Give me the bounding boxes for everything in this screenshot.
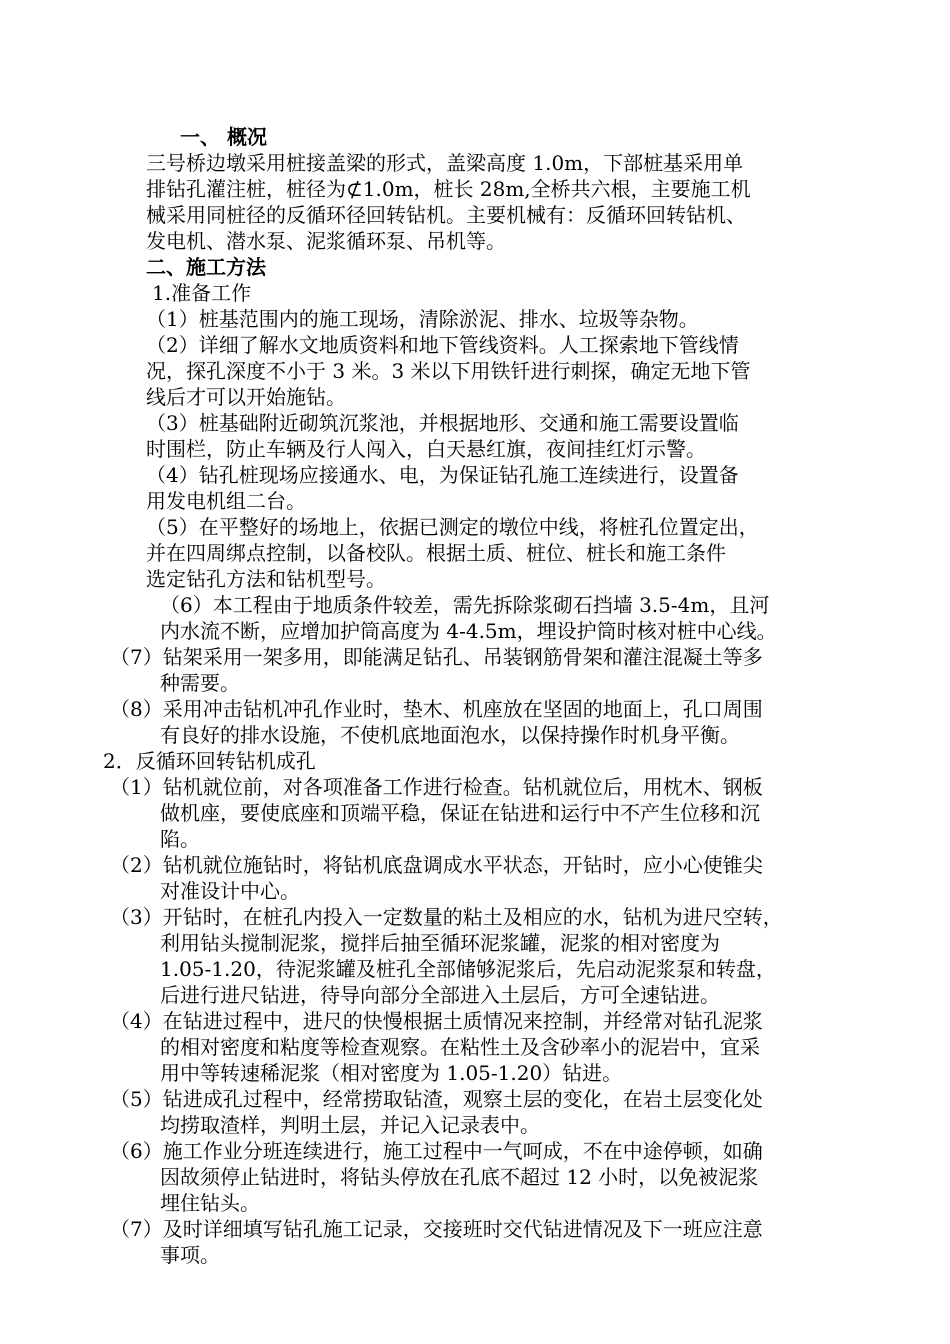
list-item-line: （4）在钻进过程中，进尺的快慢根据土质情况来控制，并经常对钻孔泥浆 bbox=[110, 1009, 763, 1033]
list-item-line: （7）钻架采用一架多用，即能满足钻孔、吊装钢筋骨架和灌注混凝土等多 bbox=[110, 645, 763, 669]
list-item-line: 用中等转速稀泥浆（相对密度为 1.05-1.20）钻进。 bbox=[160, 1061, 623, 1085]
list-item-line: （5）在平整好的场地上，依据已测定的墩位中线，将桩孔位置定出， bbox=[146, 515, 759, 539]
list-item-line: 并在四周绑点控制，以备校队。根据土质、桩位、桩长和施工条件 bbox=[146, 541, 726, 565]
subsection-title-preparation: 1.准备工作 bbox=[152, 281, 252, 305]
list-item-line: （3）开钻时，在桩孔内投入一定数量的粘土及相应的水，钻机为进尺空转， bbox=[110, 905, 783, 929]
paragraph-line: 械采用同桩径的反循环径回转钻机。主要机械有：反循环回转钻机、 bbox=[146, 203, 746, 227]
list-item-line: 1.05-1.20，待泥浆罐及桩孔全部储够泥浆后，先启动泥浆泵和转盘， bbox=[160, 957, 776, 981]
list-item-line: 对准设计中心。 bbox=[160, 879, 300, 903]
subsection-title-reverse-circulation: 2．反循环回转钻机成孔 bbox=[103, 749, 316, 773]
list-item-line: 内水流不断，应增加护筒高度为 4-4.5m，埋设护筒时核对桩中心线。 bbox=[160, 619, 777, 643]
section-heading-methods: 二、施工方法 bbox=[146, 255, 266, 279]
list-item-line: （5）钻进成孔过程中，经常捞取钻渣，观察土层的变化，在岩土层变化处 bbox=[110, 1087, 763, 1111]
list-item-line: 种需要。 bbox=[160, 671, 240, 695]
list-item-line: 陷。 bbox=[160, 827, 200, 851]
list-item-line: 时围栏，防止车辆及行人闯入，白天悬红旗，夜间挂红灯示警。 bbox=[146, 437, 706, 461]
list-item-line: （1）钻机就位前，对各项准备工作进行检查。钻机就位后，用枕木、钢板 bbox=[110, 775, 763, 799]
list-item-line: （6）施工作业分班连续进行，施工过程中一气呵成，不在中途停顿，如确 bbox=[110, 1139, 763, 1163]
list-item-line: （6）本工程由于地质条件较差，需先拆除浆砌石挡墙 3.5-4m，且河 bbox=[160, 593, 770, 617]
list-item-line: 用发电机组二台。 bbox=[146, 489, 306, 513]
paragraph-line: 发电机、潜水泵、泥浆循环泵、吊机等。 bbox=[146, 229, 506, 253]
list-item-line: 线后才可以开始施钻。 bbox=[146, 385, 346, 409]
paragraph-line: 三号桥边墩采用桩接盖梁的形式，盖梁高度 1.0m，下部桩基采用单 bbox=[146, 151, 744, 175]
list-item-line: 有良好的排水设施，不使机底地面泡水，以保持操作时机身平衡。 bbox=[160, 723, 740, 747]
list-item-line: 做机座，要使底座和顶端平稳，保证在钻进和运行中不产生位移和沉 bbox=[160, 801, 760, 825]
list-item-line: 均捞取渣样，判明土层，并记入记录表中。 bbox=[160, 1113, 540, 1137]
list-item-line: 况，探孔深度不小于 3 米。3 米以下用铁钎进行刺探，确定无地下管 bbox=[146, 359, 751, 383]
list-item-line: （4）钻孔桩现场应接通水、电，为保证钻孔施工连续进行，设置备 bbox=[146, 463, 739, 487]
list-item-line: （1）桩基范围内的施工现场，清除淤泥、排水、垃圾等杂物。 bbox=[146, 307, 699, 331]
list-item-line: 利用钻头搅制泥浆，搅拌后抽至循环泥浆罐，泥浆的相对密度为 bbox=[160, 931, 720, 955]
paragraph-line: 排钻孔灌注桩，桩径为⊄1.0m，桩长 28m,全桥共六根，主要施工机 bbox=[146, 177, 751, 201]
list-item-line: 的相对密度和粘度等检查观察。在粘性土及含砂率小的泥岩中，宜采 bbox=[160, 1035, 760, 1059]
list-item-line: （8）采用冲击钻机冲孔作业时，垫木、机座放在坚固的地面上，孔口周围 bbox=[110, 697, 763, 721]
list-item-line: 选定钻孔方法和钻机型号。 bbox=[146, 567, 386, 591]
list-item-line: 埋住钻头。 bbox=[160, 1191, 260, 1215]
section-heading-overview: 一、 概况 bbox=[180, 125, 267, 149]
list-item-line: （2）详细了解水文地质资料和地下管线资料。人工探索地下管线情 bbox=[146, 333, 739, 357]
list-item-line: 因故须停止钻进时，将钻头停放在孔底不超过 12 小时，以免被泥浆 bbox=[160, 1165, 759, 1189]
list-item-line: （2）钻机就位施钻时，将钻机底盘调成水平状态，开钻时，应小心使锥尖 bbox=[110, 853, 763, 877]
list-item-line: （7）及时详细填写钻孔施工记录，交接班时交代钻进情况及下一班应注意 bbox=[110, 1217, 763, 1241]
list-item-line: 事项。 bbox=[160, 1243, 220, 1267]
list-item-line: 后进行进尺钻进，待导向部分全部进入土层后，方可全速钻进。 bbox=[160, 983, 720, 1007]
list-item-line: （3）桩基础附近砌筑沉浆池，并根据地形、交通和施工需要设置临 bbox=[146, 411, 739, 435]
